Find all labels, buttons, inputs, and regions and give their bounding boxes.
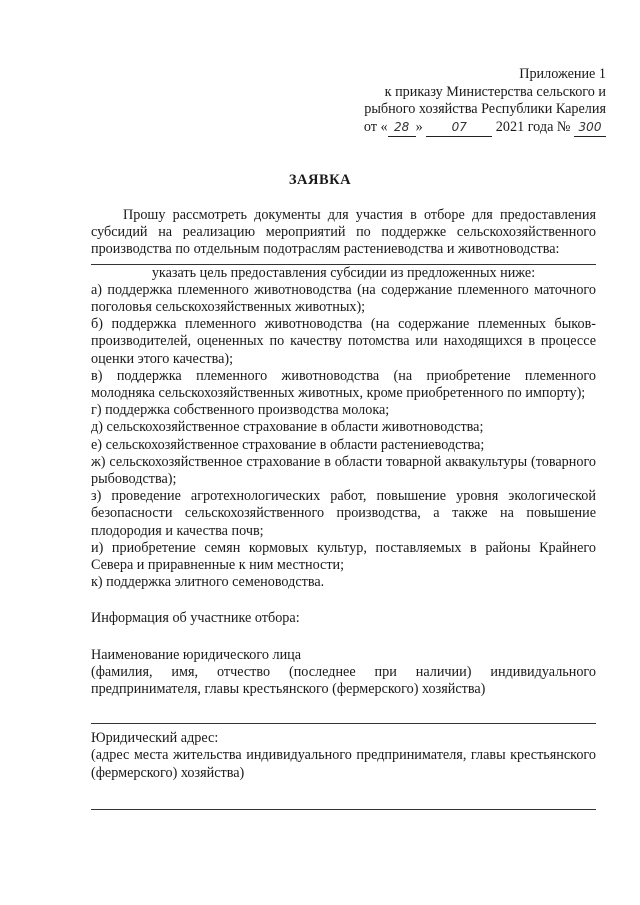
purpose-item: д) сельскохозяйственное страхование в области животноводства; <box>91 419 484 436</box>
appendix-line-2: к приказу Министерства сельского и <box>384 83 606 100</box>
order-number: 300 <box>578 119 602 134</box>
appendix-date-line <box>364 119 606 138</box>
date-prefix: от « <box>363 118 388 135</box>
purpose-item: ж) сельскохозяйственное страхование в области товарной аквакультуры (товарного рыбоводства); <box>91 453 596 488</box>
appendix-block <box>364 66 606 137</box>
date-year: 2021 года № <box>495 118 571 135</box>
participant-info-heading: Информация об участнике отбора: <box>91 610 300 627</box>
document-body <box>91 207 596 810</box>
intro-paragraph: Прошу рассмотреть документы для участия в отборе для предоставления субсидий на реализацию мероприятий по поддержке сельскохозяйственного производства по отдельным подотраслям растениеводства и животноводства: <box>91 207 596 258</box>
purpose-item: а) поддержка племенного животноводства (на содержание племенного маточного поголовья сельскохозяйственных животных); <box>91 281 596 316</box>
legal-name-hint: (фамилия, имя, отчество (последнее при наличии) индивидуального предпринимателя, главы крестьянского (фермерского) хозяйства) <box>91 663 596 698</box>
appendix-line-3: рыбного хозяйства Республики Карелия <box>364 101 606 117</box>
document-title: ЗАЯВКА <box>288 172 352 188</box>
purpose-item: е) сельскохозяйственное страхование в области растениеводства; <box>91 436 485 453</box>
date-month: 07 <box>451 119 467 134</box>
date-day: 28 <box>393 119 410 134</box>
purpose-hint: указать цель предоставления субсидии из предложенных ниже: <box>151 264 536 281</box>
purpose-item: в) поддержка племенного животноводства (на приобретение племенного молодняка сельскохозяйственных животных, кроме приобретенного по импорту); <box>91 367 596 402</box>
address-hint: (адрес места жительства индивидуального предпринимателя, главы крестьянского (фермерского) хозяйства) <box>91 747 596 781</box>
purpose-list <box>91 282 596 592</box>
appendix-line-1: Приложение 1 <box>519 66 606 82</box>
legal-name-label: Наименование юридического лица <box>91 646 302 663</box>
purpose-item: з) проведение агротехнологических работ, повышение уровня экологической безопасности сельскохозяйственного производства, а также на повышение плодородия и качества почв; <box>91 488 596 539</box>
date-mid: » <box>415 118 423 135</box>
purpose-item: к) поддержка элитного семеноводства. <box>91 574 325 591</box>
purpose-item: г) поддержка собственного производства молока; <box>91 402 390 419</box>
purpose-item: б) поддержка племенного животноводства (на содержание племенных быков-производителей, оцененных по качеству потомства или находящихся в процессе оценки этого качества); <box>91 316 596 367</box>
address-label: Юридический адрес: <box>91 730 219 747</box>
address-fill-line <box>91 809 596 810</box>
purpose-item: и) приобретение семян кормовых культур, поставляемых в районы Крайнего Севера и приравненные к ним местности; <box>91 539 596 574</box>
